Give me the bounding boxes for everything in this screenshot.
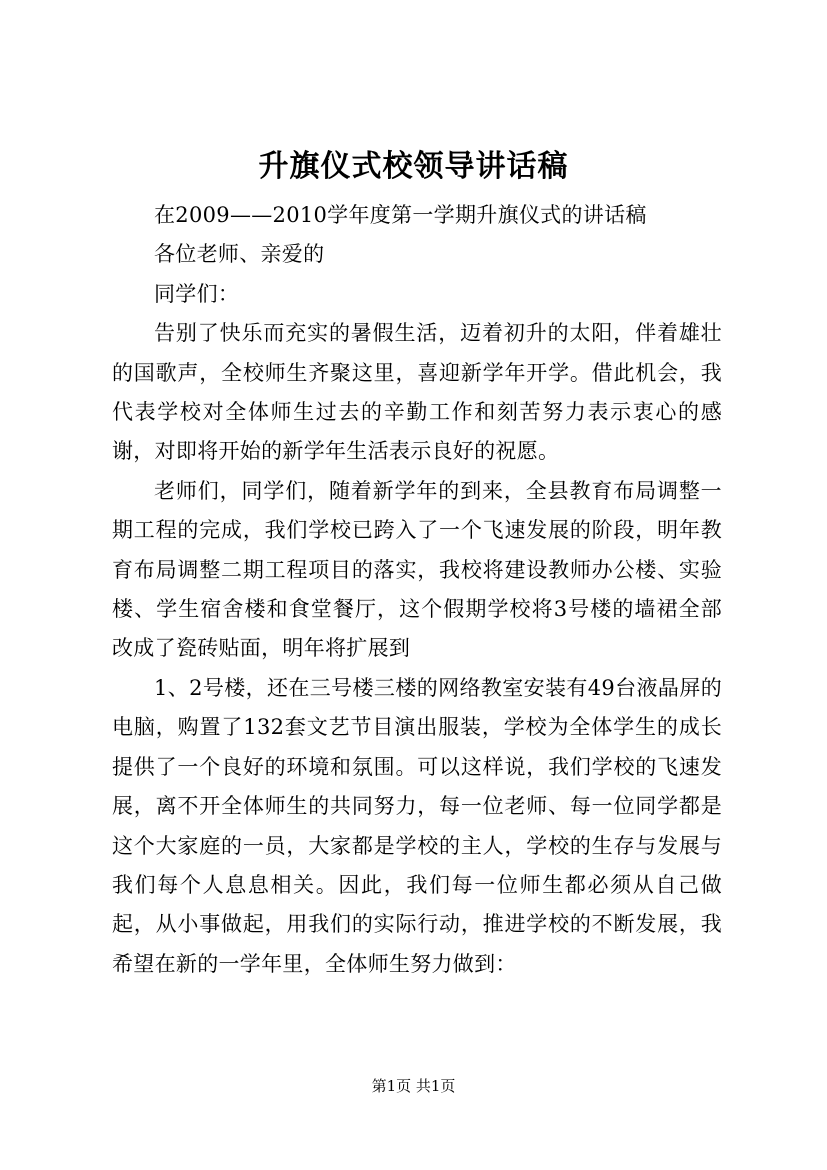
paragraph-intro: 告别了快乐而充实的暑假生活，迈着初升的太阳，伴着雄壮的国歌声，全校师生齐聚这里，喜迎新学年开学。借此机会，我代表学校对全体师生过去的辛勤工作和刻苦努力表示衷心的感谢，对即将开始的新学年生活表示良好的祝愿。: [112, 321, 722, 464]
page-footer: 第1页 共1页: [371, 1077, 456, 1095]
paragraph-salutation-students: 同学们：: [154, 281, 240, 306]
paragraph-salutation: 各位老师、亲爱的: [154, 242, 325, 267]
paragraph-facilities: 1、2号楼，还在三号楼三楼的网络教室安装有49台液晶屏的电脑，购置了132套文艺节目演出服装，学校为全体学生的成长提供了一个良好的环境和氛围。可以这样说，我们学校的飞速发展，离不开全体师生的共同努力，每一位老师、每一位同学都是这个大家庭的一员，大家都是学校的主人，学校的生存与发展与我们每个人息息相关。因此，我们每一位师生都必须从自己做起，从小事做起，用我们的实际行动，推进学校的不断发展，我希望在新的一学年里，全体师生努力做到：: [112, 675, 722, 976]
document-title: 升旗仪式校领导讲话稿: [258, 149, 569, 184]
document-body: [112, 196, 722, 984]
paragraph-heading-line: 在2009——2010学年度第一学期升旗仪式的讲话稿: [154, 203, 647, 227]
paragraph-development: 老师们，同学们，随着新学年的到来，全县教育布局调整一期工程的完成，我们学校已跨入了一个飞速发展的阶段，明年教育布局调整二期工程项目的落实，我校将建设教师办公楼、实验楼、学生宿舍楼和食堂餐厅，这个假期学校将3号楼的墙裙全部改成了瓷砖贴面，明年将扩展到: [112, 478, 722, 661]
